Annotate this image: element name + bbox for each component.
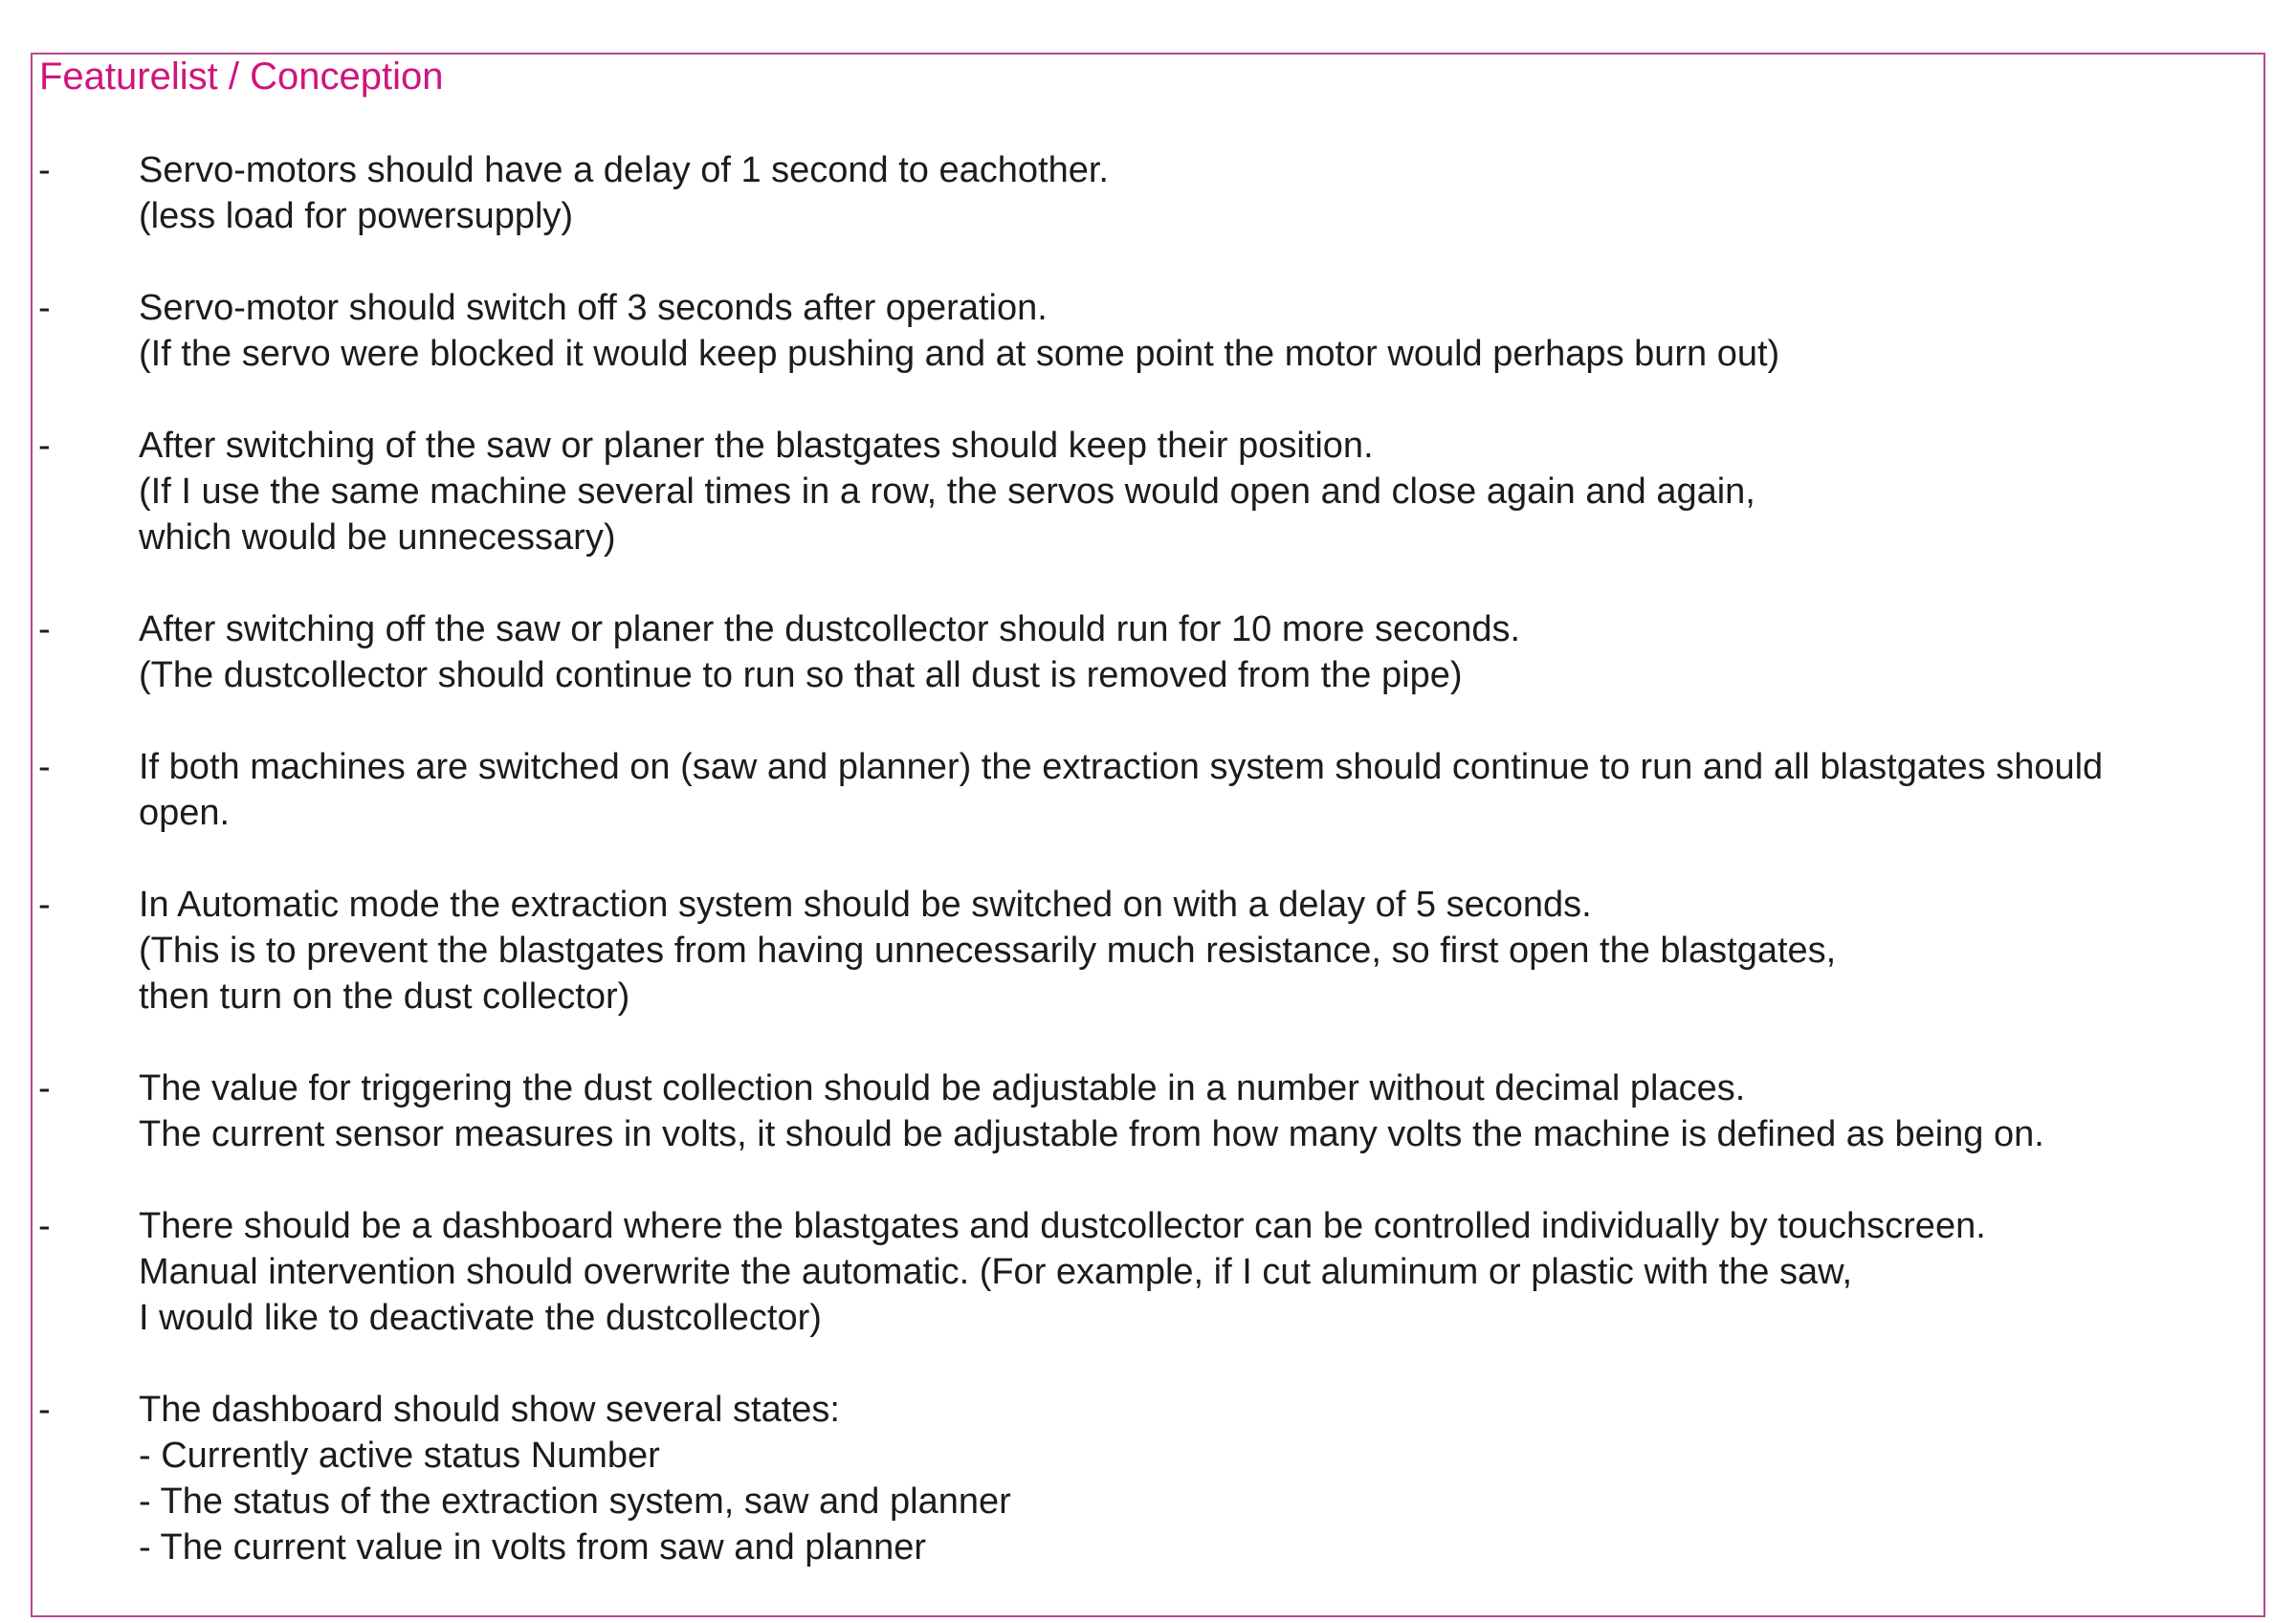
feature-line: then turn on the dust collector) (139, 976, 630, 1017)
bullet-dash: - (38, 1068, 51, 1108)
feature-line: If both machines are switched on (saw and planner) the extraction system should continue to run and all blastgates should (139, 747, 2104, 787)
feature-text (139, 882, 2253, 1020)
bullet-dash: - (38, 1390, 51, 1430)
feature-item (0, 147, 2296, 239)
feature-line: (less load for powersupply) (139, 196, 574, 236)
feature-item (0, 606, 2296, 698)
feature-line: After switching off the saw or planer the dustcollector should run for 10 more seconds. (139, 609, 1521, 649)
bullet-dash: - (38, 288, 51, 328)
feature-line: - The status of the extraction system, saw and planner (139, 1481, 1011, 1522)
feature-item (0, 285, 2296, 377)
feature-line: (If I use the same machine several times in a row, the servos would open and close again and again, (139, 472, 1755, 512)
bullet-dash: - (38, 426, 51, 466)
feature-line: open. (139, 793, 231, 833)
feature-text (139, 606, 2253, 698)
feature-text (139, 423, 2253, 560)
bullet-dash: - (38, 885, 51, 925)
feature-line: Servo-motor should switch off 3 seconds after operation. (139, 288, 1048, 328)
feature-line: The dashboard should show several states: (139, 1390, 840, 1430)
feature-line: After switching of the saw or planer the blastgates should keep their position. (139, 426, 1374, 466)
feature-item (0, 1203, 2296, 1341)
feature-list (0, 147, 2296, 1616)
feature-text (139, 285, 2253, 377)
feature-item (0, 1065, 2296, 1157)
feature-line: (This is to prevent the blastgates from having unnecessarily much resistance, so first open the blastgates, (139, 931, 1837, 971)
feature-line: which would be unnecessary) (139, 517, 616, 558)
feature-item (0, 423, 2296, 560)
feature-line: I would like to deactivate the dustcollector) (139, 1298, 822, 1338)
feature-line: - The current value in volts from saw and planner (139, 1527, 927, 1568)
bullet-dash: - (38, 150, 51, 190)
feature-text (139, 1387, 2253, 1570)
feature-text (139, 744, 2253, 836)
bullet-dash: - (38, 1206, 51, 1246)
feature-text (139, 1203, 2253, 1341)
feature-line: (The dustcollector should continue to run so that all dust is removed from the pipe) (139, 655, 1463, 695)
feature-item (0, 882, 2296, 1020)
feature-line: Manual intervention should overwrite the automatic. (For example, if I cut aluminum or plastic with the saw, (139, 1252, 1853, 1292)
feature-text (139, 147, 2253, 239)
feature-line: Servo-motors should have a delay of 1 second to eachother. (139, 150, 1109, 190)
bullet-dash: - (38, 609, 51, 649)
feature-line: In Automatic mode the extraction system should be switched on with a delay of 5 seconds. (139, 885, 1592, 925)
feature-line: The current sensor measures in volts, it should be adjustable from how many volts the machine is defined as being on. (139, 1114, 2044, 1154)
feature-line: There should be a dashboard where the blastgates and dustcollector can be controlled individually by touchscreen. (139, 1206, 1986, 1246)
document-title: Featurelist / Conception (39, 55, 444, 98)
feature-line: - Currently active status Number (139, 1436, 660, 1476)
feature-item (0, 744, 2296, 836)
bullet-dash: - (38, 747, 51, 787)
feature-line: (If the servo were blocked it would keep pushing and at some point the motor would perhaps burn out) (139, 334, 1780, 374)
feature-item (0, 1387, 2296, 1570)
feature-line: The value for triggering the dust collection should be adjustable in a number without decimal places. (139, 1068, 1746, 1108)
feature-text (139, 1065, 2253, 1157)
